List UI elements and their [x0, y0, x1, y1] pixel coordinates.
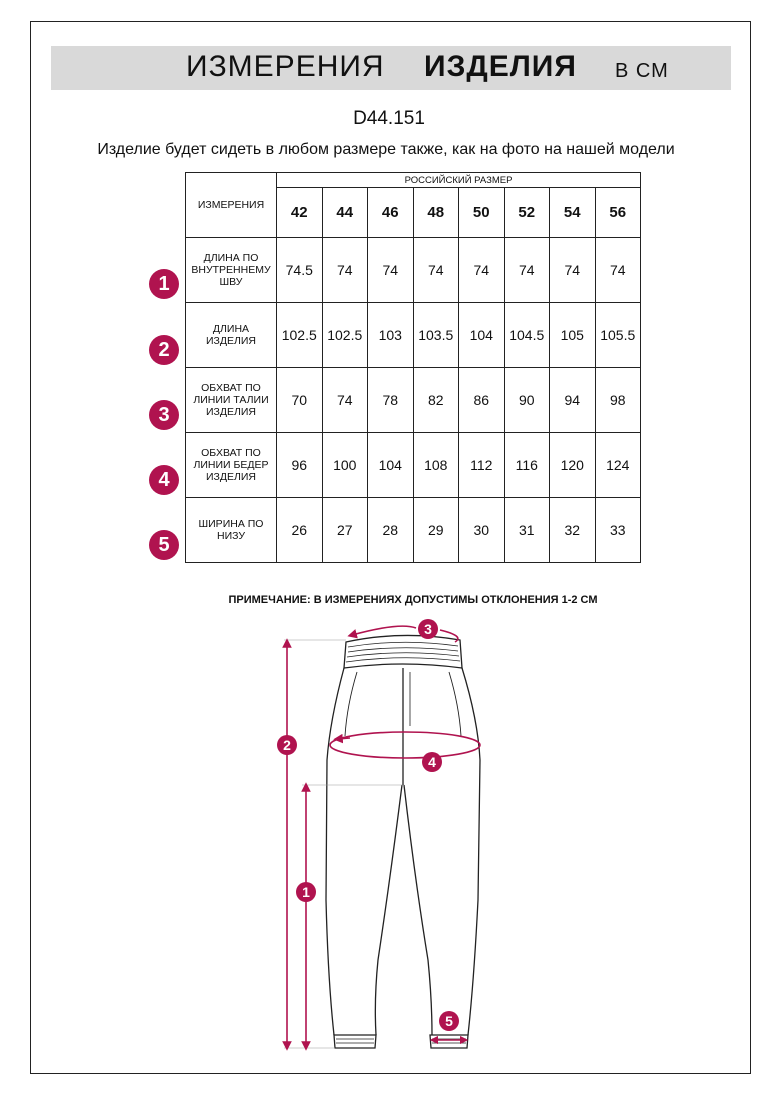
corner-label: ИЗМЕРЕНИЯ — [186, 173, 277, 238]
diagram-badge-5 — [439, 1011, 459, 1031]
row-label: ОБХВАТ ПО ЛИНИИ ТАЛИИ ИЗДЕЛИЯ — [186, 368, 277, 433]
table-cell: 103.5 — [413, 303, 459, 368]
table-cell: 98 — [595, 368, 641, 433]
size-header: 48 — [413, 188, 459, 238]
table-cell: 105 — [550, 303, 596, 368]
table-cell: 102.5 — [277, 303, 323, 368]
table-cell: 105.5 — [595, 303, 641, 368]
table-cell: 94 — [550, 368, 596, 433]
diagram-badge-3 — [418, 619, 438, 639]
title-product: ИЗДЕЛИЯ — [424, 50, 577, 83]
table-cell: 74 — [550, 238, 596, 303]
title-measurements: ИЗМЕРЕНИЯ — [186, 50, 385, 83]
row-label: ДЛИНА ПО ВНУТРЕННЕМУ ШВУ — [186, 238, 277, 303]
table-row — [186, 433, 641, 498]
table-cell: 32 — [550, 498, 596, 563]
row-number-badge: 5 — [149, 530, 179, 560]
table-cell: 74 — [368, 238, 414, 303]
size-header: 54 — [550, 188, 596, 238]
row-number-badge: 3 — [149, 400, 179, 430]
table-cell: 28 — [368, 498, 414, 563]
row-label: ДЛИНА ИЗДЕЛИЯ — [186, 303, 277, 368]
table-row — [186, 498, 641, 563]
table-cell: 70 — [277, 368, 323, 433]
table-cell: 103 — [368, 303, 414, 368]
diagram-badge-2 — [277, 735, 297, 755]
table-cell: 124 — [595, 433, 641, 498]
pants-diagram — [0, 610, 778, 1060]
fit-subtitle: Изделие будет сидеть в любом размере также, как на фото на нашей модели — [97, 141, 675, 158]
table-cell: 74 — [413, 238, 459, 303]
hip-measure — [330, 732, 480, 758]
size-header: 42 — [277, 188, 323, 238]
diagram-badge-1 — [296, 882, 316, 902]
table-cell: 100 — [322, 433, 368, 498]
table-row — [186, 368, 641, 433]
svg-text:1: 1 — [302, 884, 310, 900]
table-cell: 74 — [322, 238, 368, 303]
table-cell: 74 — [322, 368, 368, 433]
table-cell: 26 — [277, 498, 323, 563]
table-cell: 108 — [413, 433, 459, 498]
table-cell: 116 — [504, 433, 550, 498]
size-table — [185, 172, 641, 563]
row-number-badge: 4 — [149, 465, 179, 495]
size-header: 52 — [504, 188, 550, 238]
table-row — [186, 238, 641, 303]
size-header: 46 — [368, 188, 414, 238]
svg-text:3: 3 — [424, 621, 432, 637]
table-cell: 74.5 — [277, 238, 323, 303]
pants-outline — [326, 635, 480, 1048]
table-cell: 120 — [550, 433, 596, 498]
table-cell: 74 — [595, 238, 641, 303]
row-label: ОБХВАТ ПО ЛИНИИ БЕДЕР ИЗДЕЛИЯ — [186, 433, 277, 498]
svg-text:2: 2 — [283, 737, 291, 753]
table-cell: 74 — [504, 238, 550, 303]
table-cell: 33 — [595, 498, 641, 563]
row-number-badge: 2 — [149, 335, 179, 365]
svg-text:5: 5 — [445, 1013, 453, 1029]
svg-text:4: 4 — [428, 754, 436, 770]
table-cell: 96 — [277, 433, 323, 498]
table-cell: 82 — [413, 368, 459, 433]
table-cell: 104.5 — [504, 303, 550, 368]
tolerance-note: ПРИМЕЧАНИЕ: В ИЗМЕРЕНИЯХ ДОПУСТИМЫ ОТКЛОНЕНИЯ 1-2 СМ — [228, 594, 598, 606]
table-cell: 90 — [504, 368, 550, 433]
diagram-badge-4 — [422, 752, 442, 772]
row-label: ШИРИНА ПО НИЗУ — [186, 498, 277, 563]
table-cell: 102.5 — [322, 303, 368, 368]
table-cell: 78 — [368, 368, 414, 433]
size-header: 44 — [322, 188, 368, 238]
table-cell: 27 — [322, 498, 368, 563]
table-cell: 31 — [504, 498, 550, 563]
article-number: D44.151 — [353, 108, 425, 129]
table-cell: 30 — [459, 498, 505, 563]
table-cell: 29 — [413, 498, 459, 563]
row-number-badge: 1 — [149, 269, 179, 299]
table-cell: 74 — [459, 238, 505, 303]
table-cell: 112 — [459, 433, 505, 498]
size-group-label: РОССИЙСКИЙ РАЗМЕР — [277, 173, 641, 188]
size-header: 50 — [459, 188, 505, 238]
size-header: 56 — [595, 188, 641, 238]
table-row — [186, 303, 641, 368]
table-cell: 86 — [459, 368, 505, 433]
table-cell: 104 — [459, 303, 505, 368]
table-cell: 104 — [368, 433, 414, 498]
title-unit: В СМ — [615, 60, 669, 82]
